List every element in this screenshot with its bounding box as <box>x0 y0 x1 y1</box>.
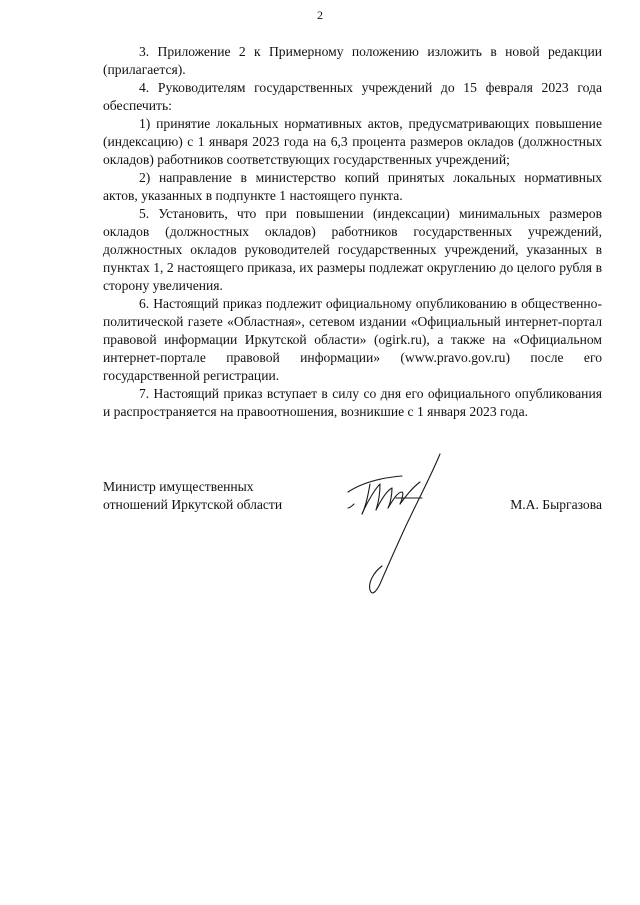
document-body <box>103 43 602 421</box>
subparagraph-1-local-acts: 1) принятие локальных нормативных актов, предусматривающих повышение (индексацию) с 1 января 2023 года на 6,3 процента размеров окладов (должностных окладов) работников соответствующих государственных учреждений; <box>103 116 602 167</box>
handwritten-signature <box>340 448 450 598</box>
paragraph-6-publication: 6. Настоящий приказ подлежит официальному опубликованию в общественно-политической газете «Областная», сетевом издании «Официальный интернет-портал правовой информации Иркутской области» (ogirk.ru), а также на «Официальном интернет-портале правовой информации» (www.pravo.gov.ru) после его государственной регистрации. <box>103 296 602 383</box>
signer-name: М.А. Быргазова <box>510 497 602 512</box>
page-number: 2 <box>317 8 323 22</box>
subparagraph-2-copies-to-ministry: 2) направление в министерство копий принятых локальных нормативных актов, указанных в подпункте 1 настоящего пункта. <box>103 170 602 203</box>
paragraph-5-rounding: 5. Установить, что при повышении (индексации) минимальных размеров окладов (должностных окладов) работников государственных учреждений, должностных окладов руководителей государственных учреждений, указанных в пунктах 1, 2 настоящего приказа, их размеры подлежат округлению до целого рубля в сторону увеличения. <box>103 206 602 293</box>
paragraph-3-appendix-revision: 3. Приложение 2 к Примерному положению изложить в новой редакции (прилагается). <box>103 44 602 77</box>
signer-position-line-1: Министр имущественных <box>103 479 254 494</box>
paragraph-7-entry-into-force: 7. Настоящий приказ вступает в силу со дня его официального опубликования и распространяется на правоотношения, возникшие с 1 января 2023 года. <box>103 386 602 419</box>
signature-block <box>103 478 602 598</box>
signer-position-line-2: отношений Иркутской области <box>103 497 283 512</box>
signer-position <box>103 478 343 514</box>
paragraph-4-heads-obligations: 4. Руководителям государственных учреждений до 15 февраля 2023 года обеспечить: <box>103 80 602 113</box>
